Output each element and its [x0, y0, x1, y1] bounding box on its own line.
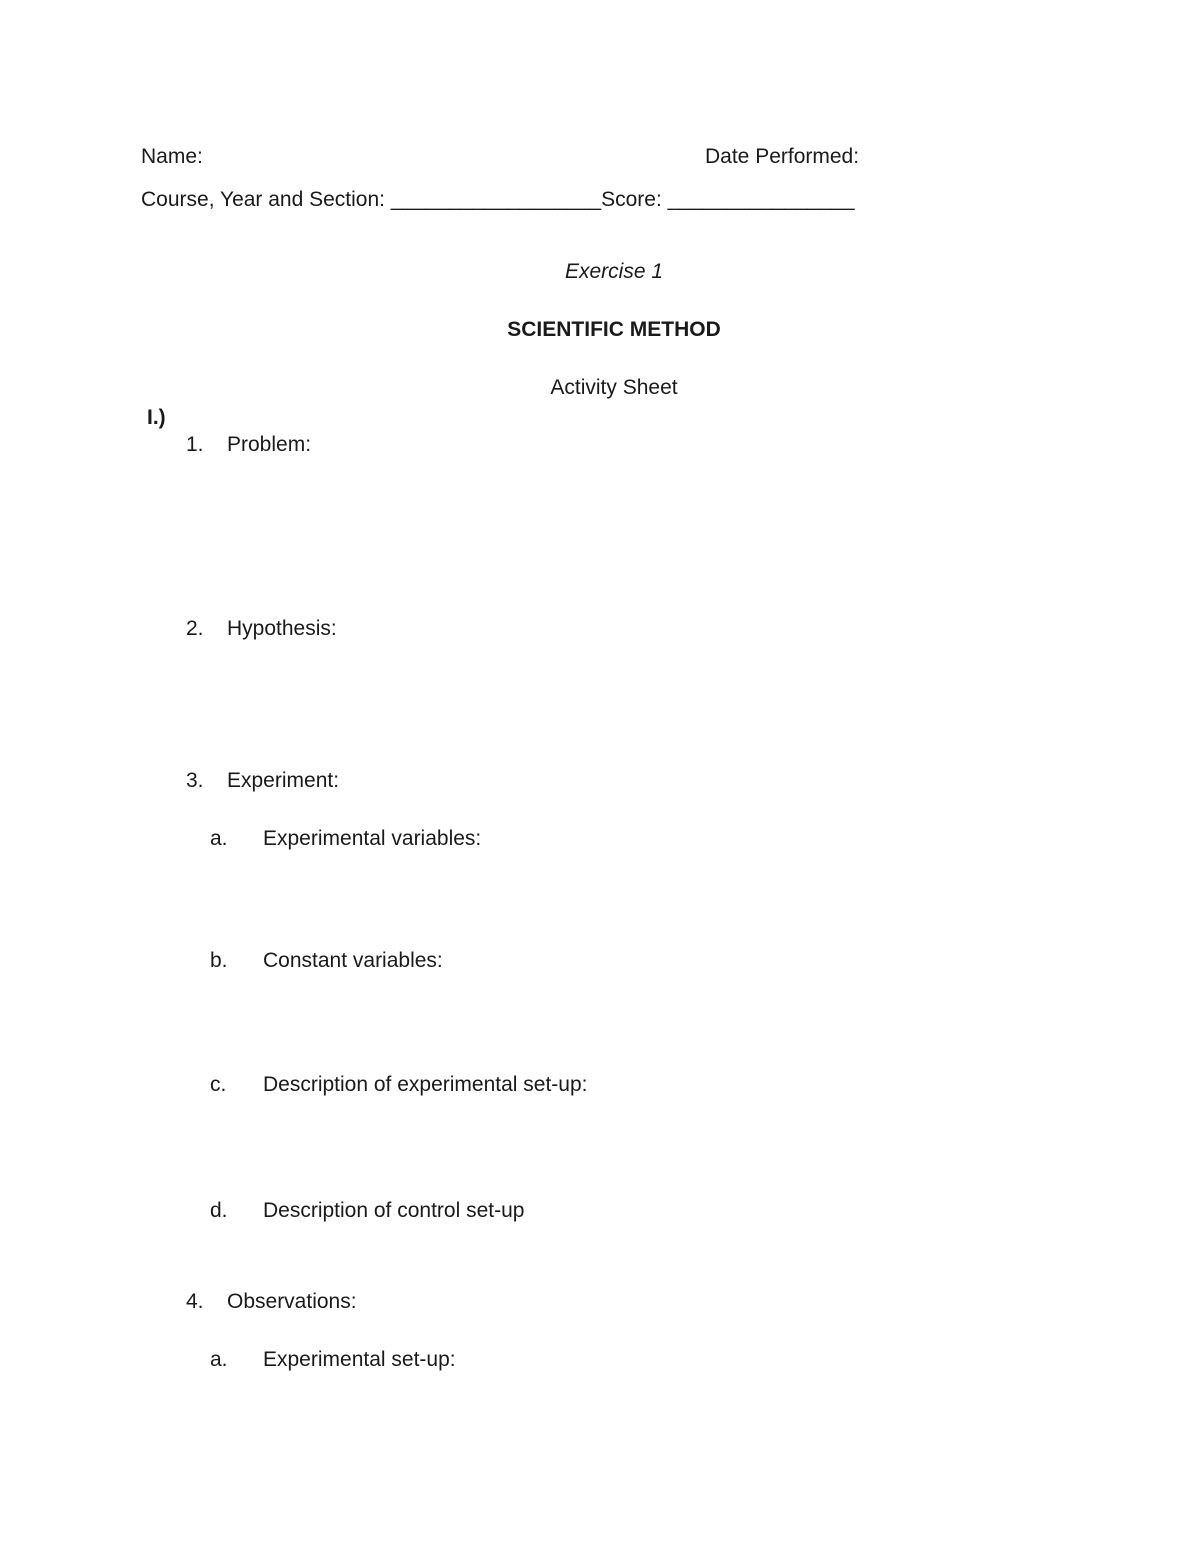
subitem-experimental-variables: Experimental variables: [263, 827, 482, 850]
item-number: 1. [186, 433, 204, 456]
page-title: SCIENTIFIC METHOD [507, 318, 721, 341]
subitem-letter: c. [210, 1073, 227, 1096]
date-performed-label: Date Performed: [705, 145, 860, 168]
subitem-letter: d. [210, 1199, 228, 1222]
score-label: Score: [601, 188, 662, 211]
course-blank-line: __________________ [390, 188, 602, 211]
course-field-row [141, 189, 855, 210]
subitem-constant-variables: Constant variables: [263, 949, 443, 972]
item-number: 2. [186, 617, 204, 640]
subitem-letter: a. [210, 1348, 228, 1371]
subitem-letter: b. [210, 949, 228, 972]
subitem-letter: a. [210, 827, 228, 850]
item-number: 4. [186, 1290, 204, 1313]
course-label: Course, Year and Section: [141, 188, 386, 211]
score-blank-line: ________________ [667, 188, 855, 211]
exercise-title: Exercise 1 [564, 260, 664, 283]
item-problem: Problem: [227, 433, 312, 456]
subitem-experimental-setup-description: Description of experimental set-up: [263, 1073, 588, 1096]
item-number: 3. [186, 769, 204, 792]
subitem-control-setup-description: Description of control set-up [263, 1199, 525, 1222]
item-experiment: Experiment: [227, 769, 340, 792]
subitem-experimental-setup-observation: Experimental set-up: [263, 1348, 456, 1371]
item-hypothesis: Hypothesis: [227, 617, 337, 640]
section-label: I.) [147, 406, 166, 429]
page-subtitle: Activity Sheet [550, 376, 678, 399]
item-observations: Observations: [227, 1290, 357, 1313]
name-label: Name: [141, 145, 203, 168]
